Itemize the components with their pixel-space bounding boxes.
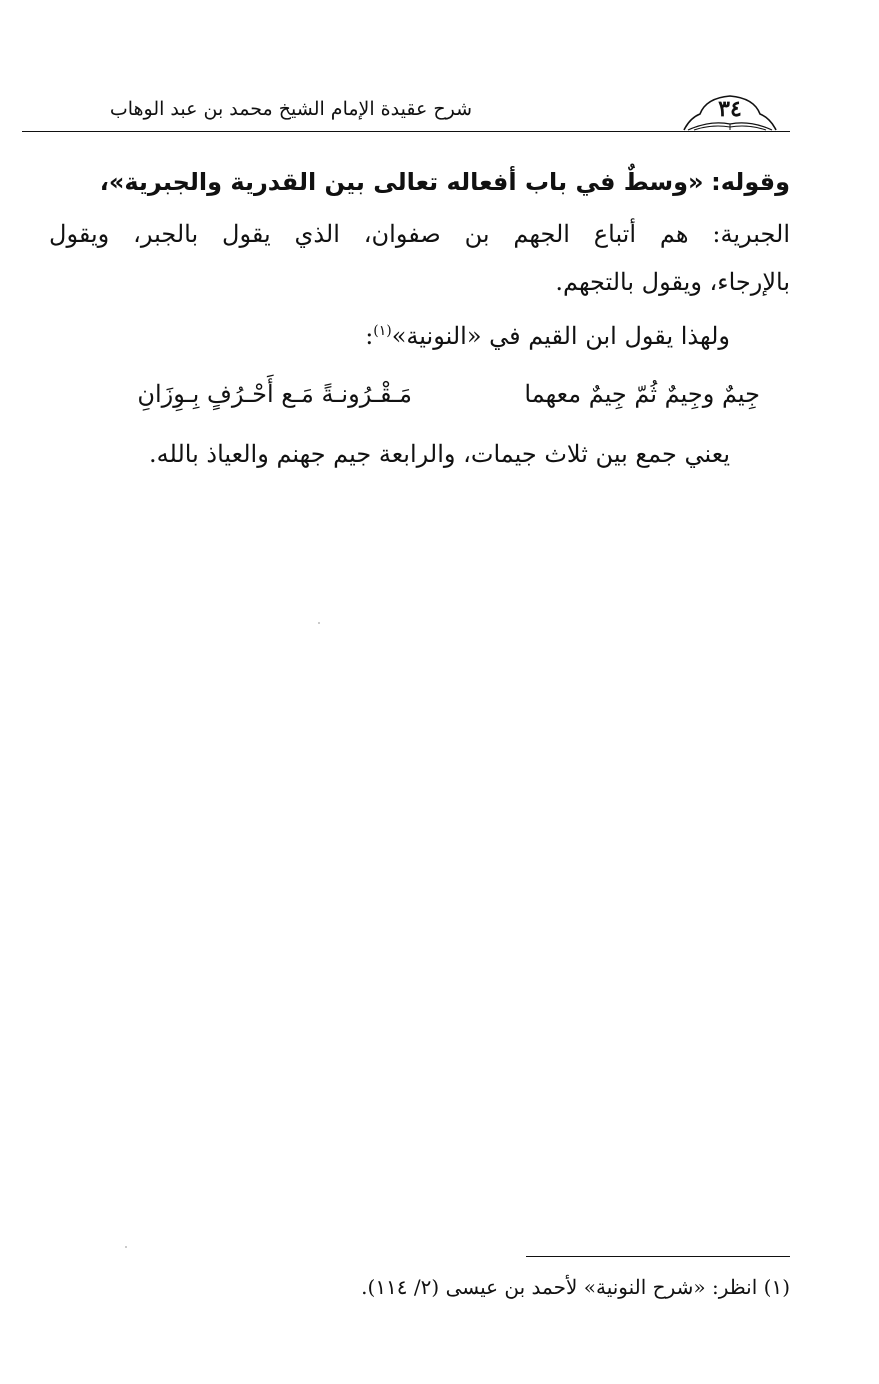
running-title: شرح عقيدة الإمام الشيخ محمد بن عبد الوهاب [109,98,472,120]
intro-colon: : [365,322,374,350]
verse-hemistich-left: مَـقْـرُونـةً مَـع أَحْـرُفٍ بِـوِزَانِ [137,380,412,408]
quoted-text: «وسطٌ في باب أفعاله تعالى بين القدرية والجبرية»، [99,168,704,196]
page-header [22,84,790,132]
intro-text: ولهذا يقول ابن القيم في «النونية» [391,322,730,350]
body-line-3: بالإرجاء، ويقول بالتجهم. [555,268,790,296]
page-number: ٣٤ [718,96,742,122]
verse-hemistich-right: جِيمٌ وجِيمٌ ثُمّ جِيمٌ معهما [524,380,760,408]
page-number-badge [670,84,790,132]
footnote: (١) انظر: «شرح النونية» لأحمد بن عيسى (٢/ ١١٤). [361,1275,790,1299]
scan-speck [318,622,320,624]
quote-lead: وقوله: [711,168,790,196]
body-line-4 [365,320,730,352]
body-line-2: الجبرية: هم أتباع الجهم بن صفوان، الذي يقول بالجبر، ويقول [49,220,790,248]
footnote-ref: (١) [373,323,392,339]
body-line-6: يعني جمع بين ثلاث جيمات، والرابعة جيم جهنم والعياذ بالله. [149,440,730,468]
header-rule [22,131,790,132]
body-line-1 [100,166,790,198]
scan-speck [125,1246,127,1248]
footnote-rule [526,1256,790,1257]
